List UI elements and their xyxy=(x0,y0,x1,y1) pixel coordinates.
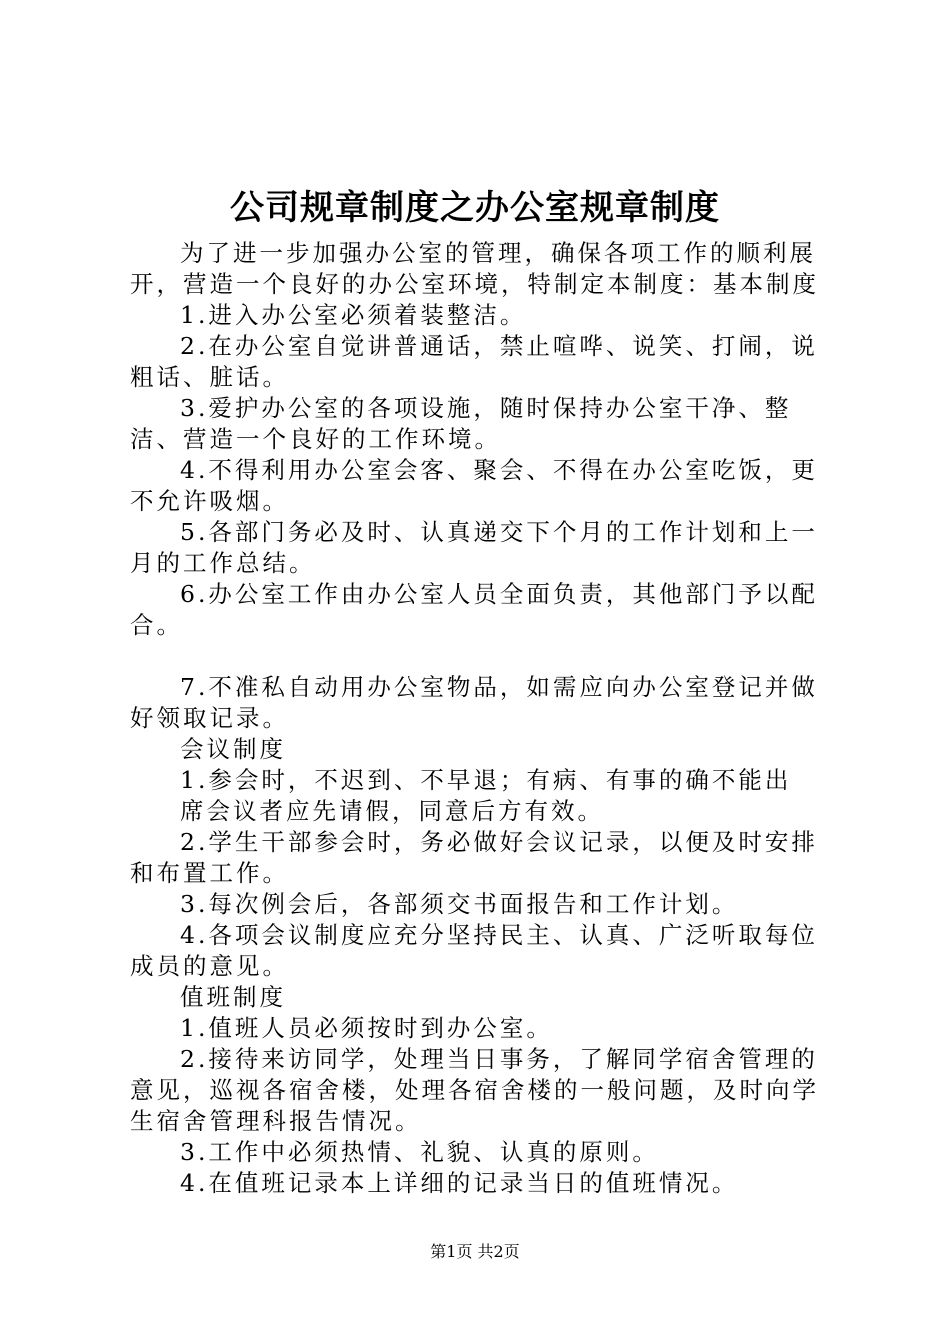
meeting-rule-4: 4.各项会议制度应充分坚持民主、认真、广泛听取每位成员的意见。 xyxy=(130,921,818,980)
basic-rule-4: 4.不得利用办公室会客、聚会、不得在办公室吃饭，更不允许吸烟。 xyxy=(130,456,818,515)
basic-rule-1: 1.进入办公室必须着装整洁。 xyxy=(180,301,527,329)
meeting-rule-3: 3.每次例会后，各部须交书面报告和工作计划。 xyxy=(180,890,739,918)
basic-rule-7: 7.不准私自动用办公室物品，如需应向办公室登记并做好领取记录。 xyxy=(130,673,818,732)
document-title: 公司规章制度之办公室规章制度 xyxy=(230,188,720,228)
duty-rule-2: 2.接待来访同学，处理当日事务，了解同学宿舍管理的意见，巡视各宿舍楼，处理各宿舍楼的一般问题，及时向学生宿舍管理科报告情况。 xyxy=(130,1045,819,1135)
document-body xyxy=(130,238,840,1199)
meeting-section-heading: 会议制度 xyxy=(180,735,286,763)
duty-rule-3: 3.工作中必须热情、礼貌、认真的原则。 xyxy=(180,1138,659,1166)
duty-section-heading: 值班制度 xyxy=(180,983,286,1011)
basic-rule-2: 2.在办公室自觉讲普通话，禁止喧哗、说笑、打闹，说粗话、脏话。 xyxy=(130,332,818,391)
basic-rule-5: 5.各部门务必及时、认真递交下个月的工作计划和上一月的工作总结。 xyxy=(130,518,818,577)
page-number-footer: 第1页 共2页 xyxy=(430,1242,520,1261)
basic-rule-6: 6.办公室工作由办公室人员全面负责，其他部门予以配合。 xyxy=(130,580,818,639)
intro-paragraph: 为了进一步加强办公室的管理，确保各项工作的顺利展开，营造一个良好的办公室环境，特制定本制度：基本制度 xyxy=(130,239,819,298)
meeting-rule-1: 1.参会时，不迟到、不早退；有病、有事的确不能出 xyxy=(180,766,792,794)
duty-rule-4: 4.在值班记录本上详细的记录当日的值班情况。 xyxy=(180,1169,739,1197)
basic-rule-3: 3.爱护办公室的各项设施，随时保持办公室干净、整洁、营造一个良好的工作环境。 xyxy=(130,394,792,453)
paragraph-gap xyxy=(130,641,840,672)
meeting-rule-1-continued: 席会议者应先请假，同意后方有效。 xyxy=(180,797,604,825)
meeting-rule-2: 2.学生干部参会时，务必做好会议记录，以便及时安排和布置工作。 xyxy=(130,828,818,887)
duty-rule-1: 1.值班人员必须按时到办公室。 xyxy=(180,1014,553,1042)
